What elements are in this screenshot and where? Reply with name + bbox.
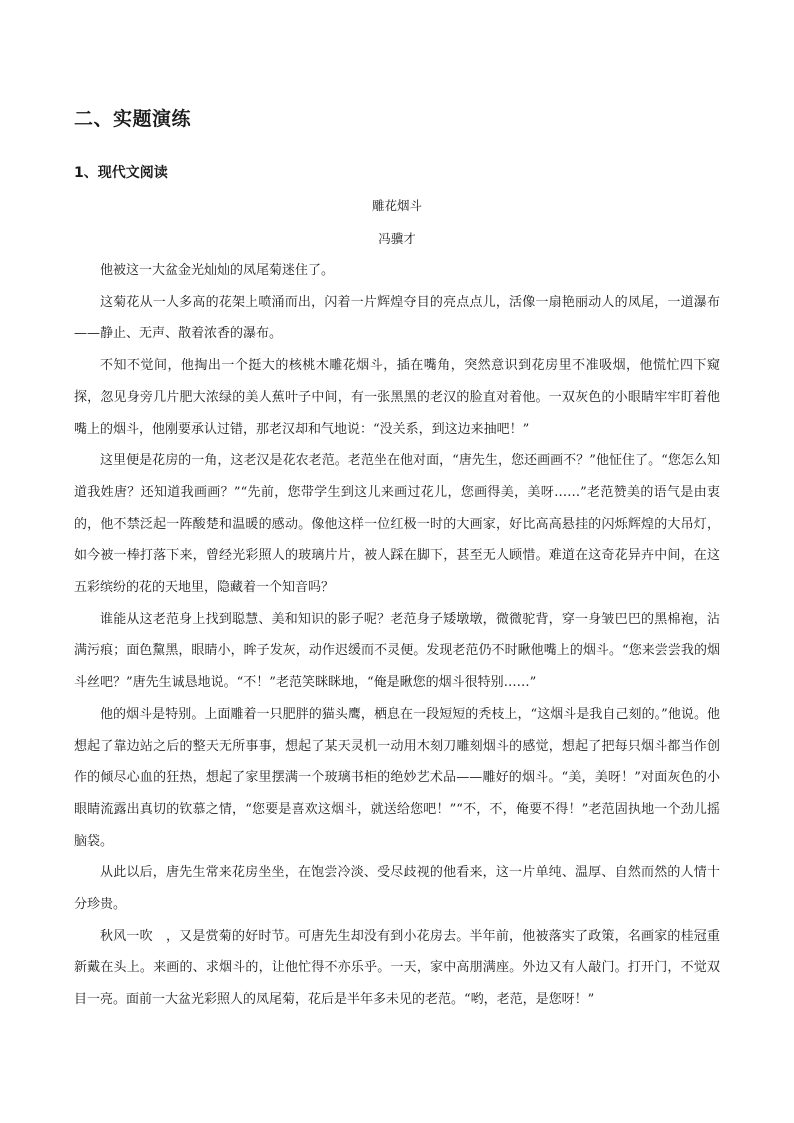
article-title: 雕花烟斗	[371, 198, 422, 213]
paragraph: 不知不觉间，他掏出一个挺大的核桃木雕花烟斗，插在嘴角，突然意识到花房里不准吸烟，他慌忙四下窥探，忽见身旁几片肥大浓绿的美人蕉叶子中间，有一张黑黑的老汉的脸直对着他。一双灰色的小眼睛牢牢盯着他嘴上的烟斗，他刚要承认过错，那老汉却和气地说：“没关系，到这边来抽吧！”	[74, 358, 720, 437]
paragraph: 秋风一吹 ，又是赏菊的好时节。可唐先生却没有到小花房去。半年前，他被落实了政策，名画家的桂冠重新戴在头上。来画的、求烟斗的，让他忙得不亦乐乎。一天，家中高朋满座。外边又有人敲门。打开门，不觉双目一亮。面前一大盆光彩照人的凤尾菊，花后是半年多未见的老范。“哟，老范，是您呀！”	[74, 928, 720, 1008]
paragraph: 谁能从这老范身上找到聪慧、美和知识的影子呢？老范身子矮墩墩，微微驼背，穿一身皱巴巴的黑棉袍，沾满污痕；面色黧黑，眼睛小，眸子发灰，动作迟缓而不灵便。发现老范仍不时瞅他嘴上的烟斗。“您来尝尝我的烟斗丝吧？”唐先生诚恳地说。“不！”老范笑眯眯地，“俺是瞅您的烟斗很特别……”	[74, 611, 720, 691]
article-body	[74, 255, 720, 1016]
article-author: 冯骥才	[378, 231, 416, 246]
paragraph: 他的烟斗是特别。上面雕着一只肥胖的猫头鹰，栖息在一段短短的秃枝上，“这烟斗是我自己刻的。”他说。他想起了靠边站之后的整天无所事事，想起了某天灵机一动用木刻刀雕刻烟斗的感觉，想起了把每只烟斗都当作创作的倾尽心血的狂热，想起了家里摆满一个玻璃书柜的绝妙艺术品——雕好的烟斗。“美，美呀！”对面灰色的小眼睛流露出真切的钦慕之情，“您要是喜欢这烟斗，就送给您吧！”“不，不，俺要不得！”老范固执地一个劲儿摇脑袋。	[74, 706, 720, 849]
paragraph: 他被这一大盆金光灿灿的凤尾菊迷住了。	[100, 263, 335, 278]
section-heading: 二、实题演练	[74, 108, 192, 130]
paragraph: 从此以后，唐先生常来花房坐坐，在饱尝冷淡、受尽歧视的他看来，这一片单纯、温厚、自然而然的人情十分珍贵。	[74, 865, 720, 913]
paragraph: 这里便是花房的一角，这老汉是花农老范。老范坐在他对面，“唐先生，您还画画不？”他怔住了。“您怎么知道我姓唐？还知道我画画？”“先前，您带学生到这儿来画过花儿，您画得美，美呀……”老范赞美的语气是由衷的，他不禁泛起一阵酸楚和温暖的感动。像他这样一位红极一时的大画家，好比高高悬挂的闪烁辉煌的大吊灯，如今被一棒打落下来，曾经光彩照人的玻璃片片，被人踩在脚下，甚至无人顾惜。难道在这奇花异卉中间，在这五彩缤纷的花的天地里，隐藏着一个知音吗？	[74, 453, 720, 596]
subsection-heading: 1、现代文阅读	[74, 165, 168, 181]
paragraph: 这菊花从一人多高的花架上喷涌而出，闪着一片辉煌夺目的亮点点儿，活像一扇艳丽动人的凤尾，一道瀑布——静止、无声、散着浓香的瀑布。	[74, 294, 720, 342]
